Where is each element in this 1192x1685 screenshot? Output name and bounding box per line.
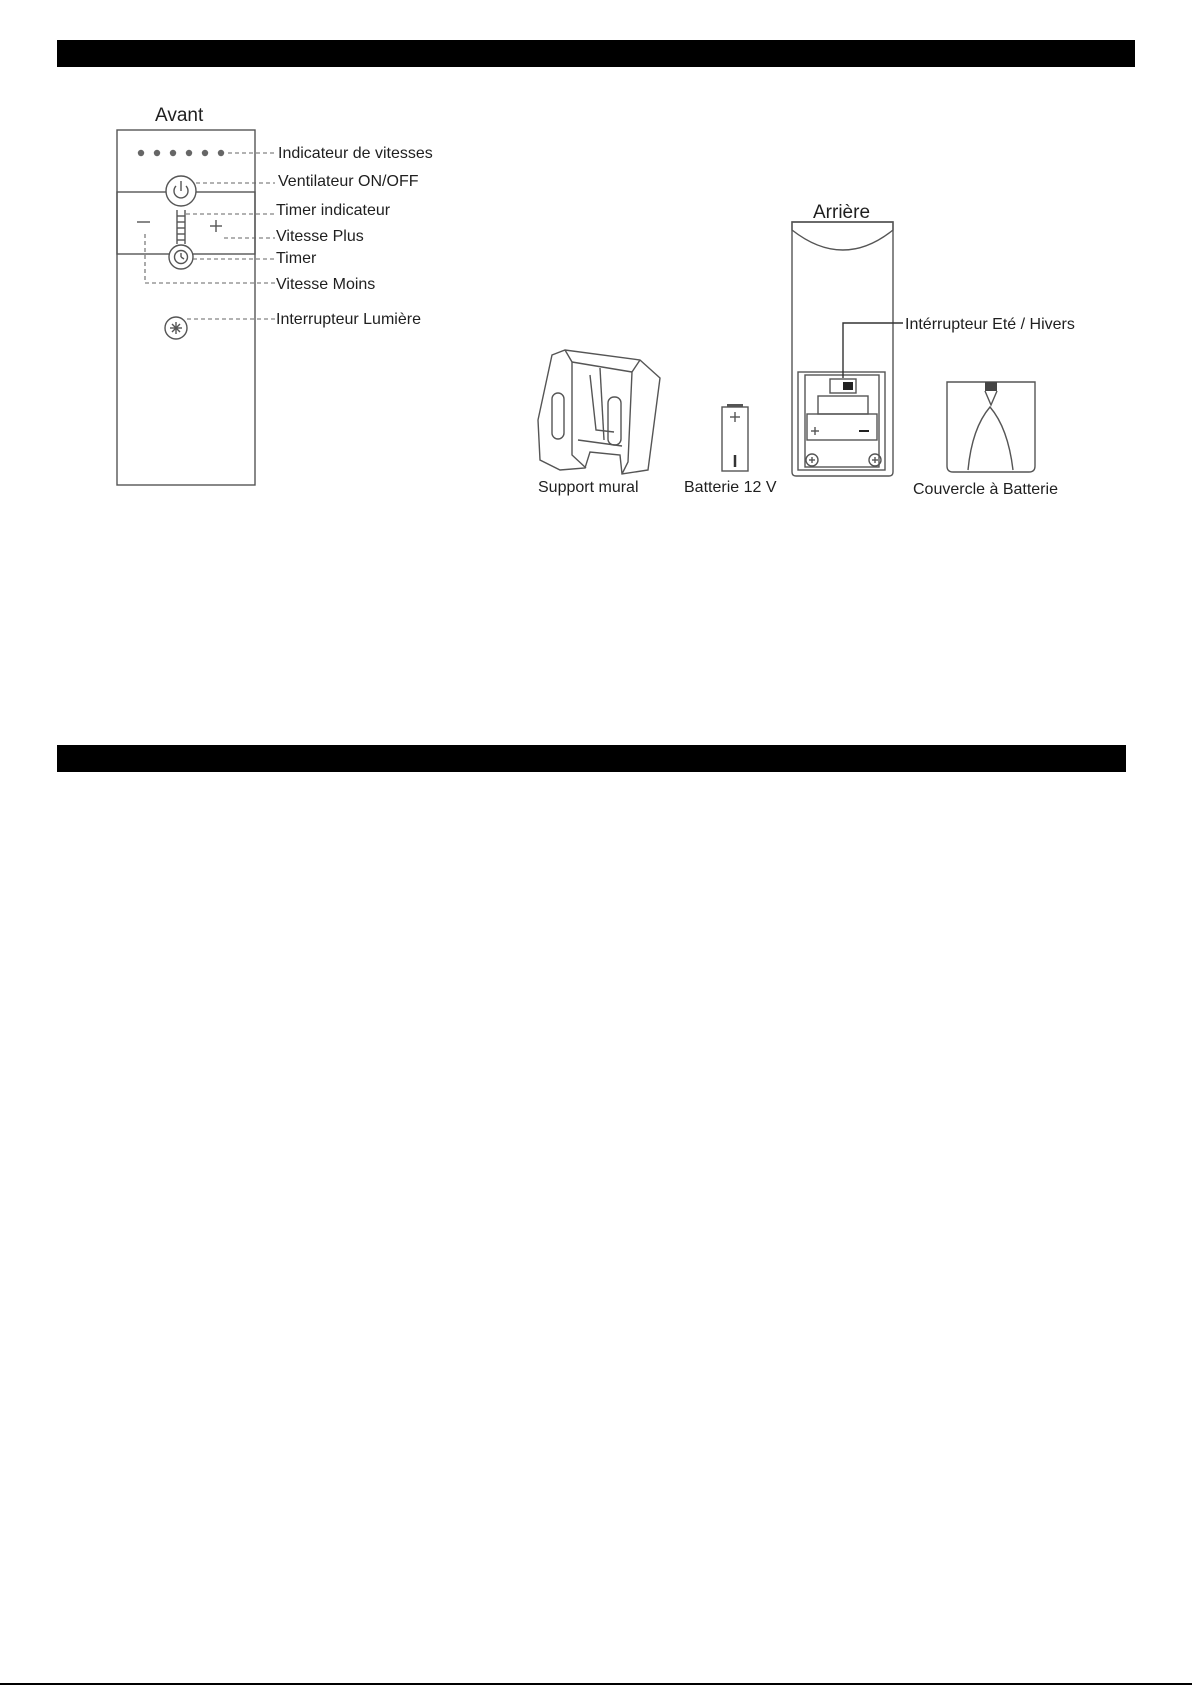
label-speed-plus: Vitesse Plus (276, 228, 364, 245)
speed-led (170, 150, 176, 156)
speed-led (186, 150, 192, 156)
battery-illustration (684, 404, 777, 496)
speed-led (138, 150, 144, 156)
section-header-bar-bottom (57, 745, 1126, 772)
timer-indicator-ladder (177, 210, 185, 244)
back-remote-view (792, 202, 1075, 476)
label-wall-mount: Support mural (538, 479, 639, 496)
front-title: Avant (155, 105, 204, 126)
summer-winter-switch[interactable] (843, 382, 853, 390)
speed-led (218, 150, 224, 156)
label-fan-onoff: Ventilateur ON/OFF (278, 173, 419, 190)
label-battery: Batterie 12 V (684, 479, 777, 496)
label-summer-winter-switch: Intérrupteur Eté / Hivers (905, 316, 1075, 333)
speed-indicator-leds (138, 150, 224, 156)
plus-button[interactable] (210, 220, 222, 232)
remote-control-diagram (0, 0, 1192, 560)
speed-led (202, 150, 208, 156)
leader-summer-winter (843, 323, 903, 378)
speed-led (154, 150, 160, 156)
wall-mount-illustration (538, 350, 660, 496)
front-remote-view (117, 105, 433, 485)
label-battery-cover: Couvercle à Batterie (913, 481, 1058, 498)
light-button[interactable] (165, 317, 187, 339)
label-speed-indicator: Indicateur de vitesses (278, 145, 433, 162)
label-timer-indicator: Timer indicateur (276, 202, 391, 219)
power-button[interactable] (166, 176, 196, 206)
battery-cover-illustration (913, 382, 1058, 498)
label-light-switch: Interrupteur Lumière (276, 311, 421, 328)
label-speed-minus: Vitesse Moins (276, 276, 376, 293)
timer-button[interactable] (169, 245, 193, 269)
label-timer: Timer (276, 250, 317, 267)
back-title: Arrière (813, 202, 871, 223)
